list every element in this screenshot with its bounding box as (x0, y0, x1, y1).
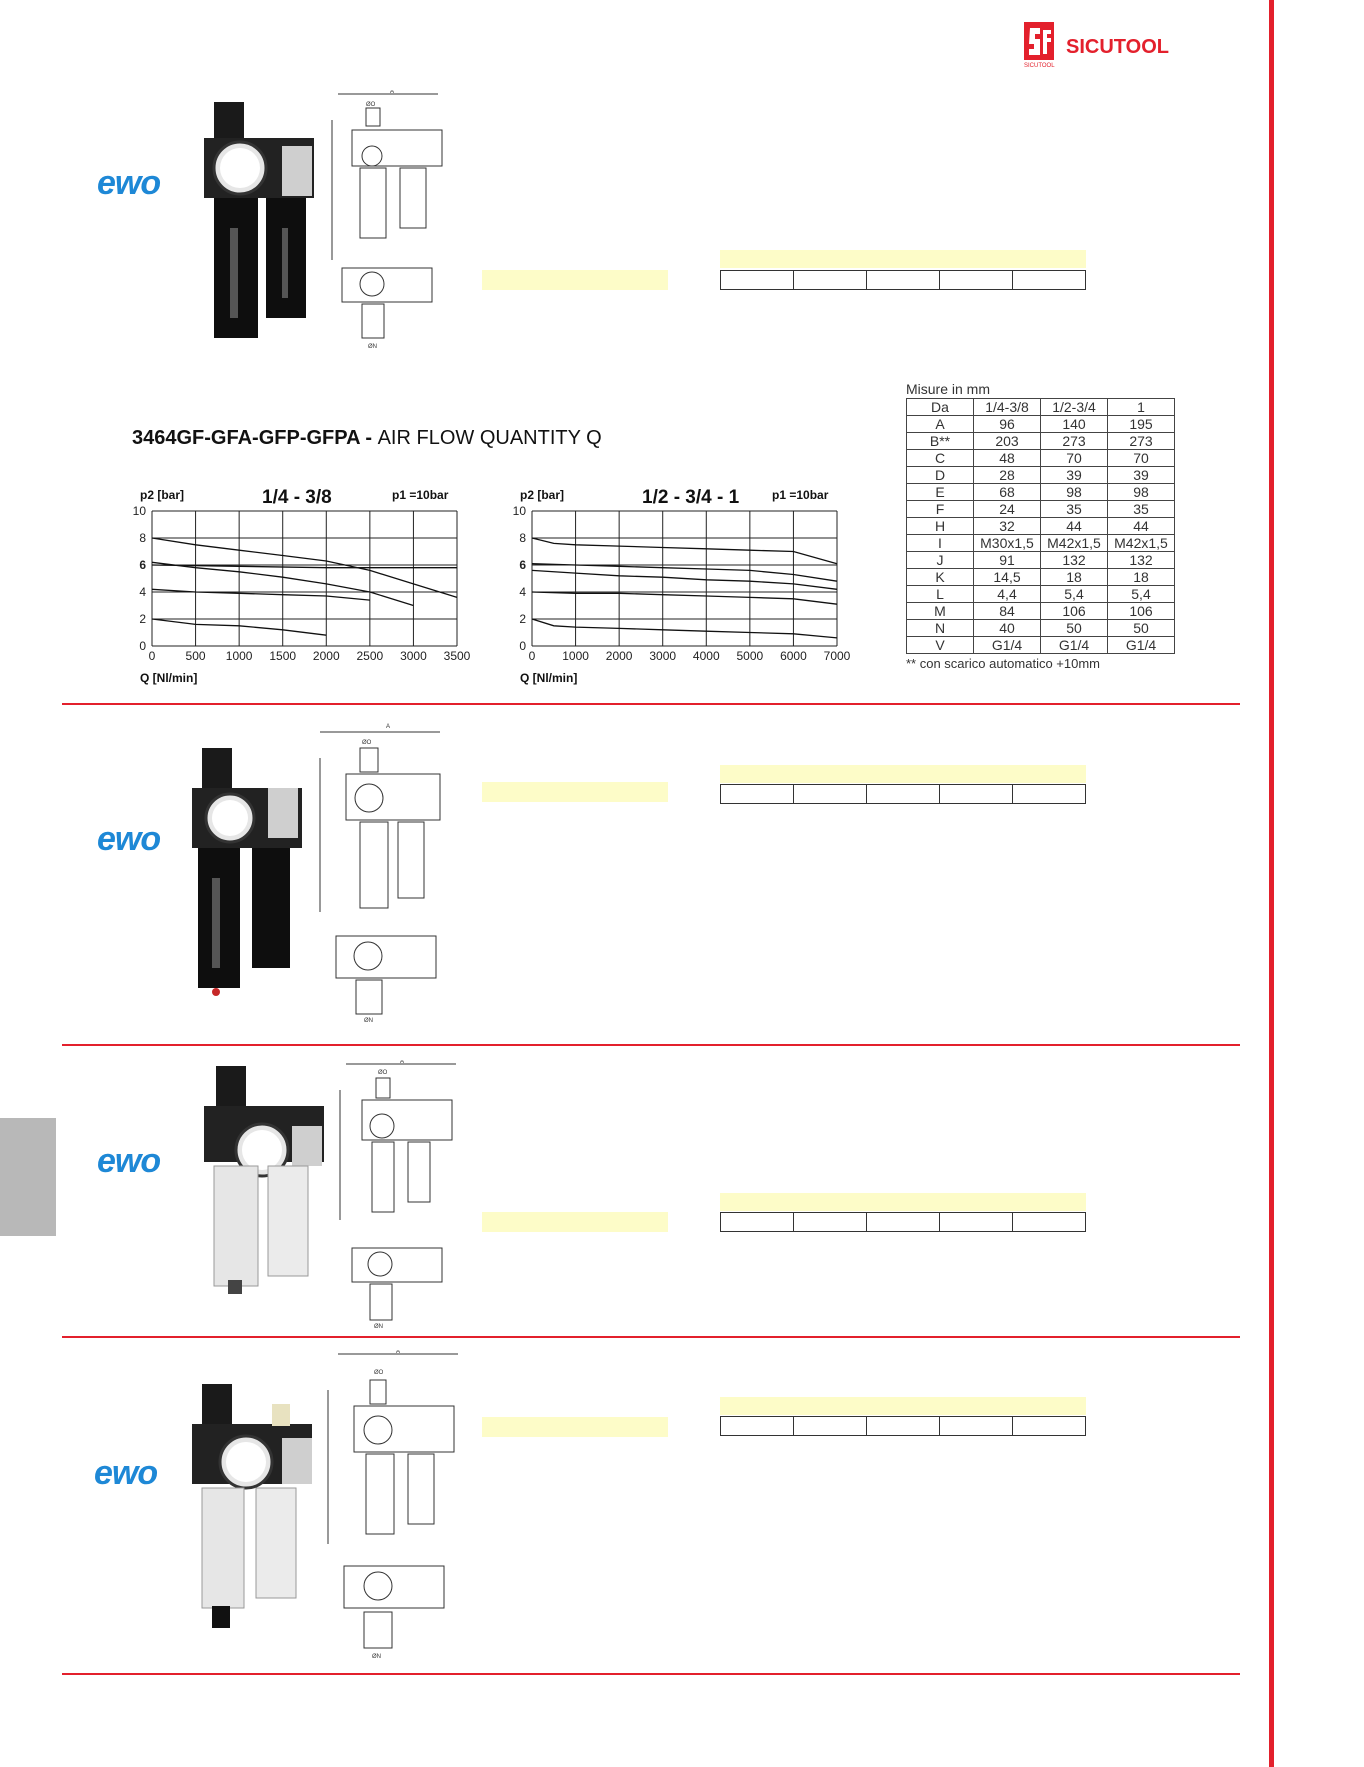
ewo-logo: ewo (97, 820, 161, 858)
dimensions-cell: 50 (1041, 620, 1108, 637)
table-header-bar (720, 250, 1086, 268)
product-photo (196, 98, 336, 348)
dimensions-cell: 91 (974, 552, 1041, 569)
x-tick-label: 2000 (312, 649, 340, 663)
dimensions-cell: 48 (974, 450, 1041, 467)
chart-heading: 3464GF-GFA-GFP-GFPA - AIR FLOW QUANTITY Q (132, 427, 602, 449)
svg-text:ØO: ØO (366, 102, 376, 108)
svg-text:ØN: ØN (374, 1324, 383, 1330)
dimensions-cell: V (907, 637, 974, 654)
dimensions-cell: 140 (1041, 416, 1108, 433)
series-line (152, 589, 370, 600)
x-tick-label: 3000 (400, 649, 427, 663)
dimensions-cell: G1/4 (1041, 637, 1108, 654)
dimensions-cell: M (907, 603, 974, 620)
pressure-note: p1 =10bar (772, 488, 829, 502)
dimensions-cell: M30x1,5 (974, 535, 1041, 552)
dimensions-row (907, 569, 1175, 586)
y-tick-label: 10 (132, 504, 146, 518)
dimensions-cell: I (907, 535, 974, 552)
dimensions-cell: 96 (974, 416, 1041, 433)
svg-text:ØN: ØN (372, 1654, 381, 1660)
dimensions-cell: 50 (1108, 620, 1175, 637)
section-tab (0, 1118, 56, 1236)
dimensions-cell: 28 (974, 467, 1041, 484)
x-tick-label: 0 (528, 649, 536, 663)
dimensions-cell: 40 (974, 620, 1041, 637)
dimensions-cell: 44 (1041, 518, 1108, 535)
dimensions-cell: 44 (1108, 518, 1175, 535)
dimensions-cell: 32 (974, 518, 1041, 535)
dimensions-row (907, 620, 1175, 637)
x-axis-label: Q [Nl/min] (140, 671, 198, 685)
ewo-logo: ewo (97, 1142, 161, 1180)
x-tick-label: 1000 (225, 649, 253, 663)
dimensions-row (907, 535, 1175, 552)
dimensions-cell: 5,4 (1108, 586, 1175, 603)
y-tick-label: 4 (139, 585, 146, 599)
y-tick-label: 6 (139, 558, 146, 572)
dimensions-cell: 273 (1041, 433, 1108, 450)
dimensions-row (907, 518, 1175, 535)
sicutool-logo (1024, 22, 1214, 68)
dimensions-cell: 70 (1108, 450, 1175, 467)
dimensions-footnote: ** con scarico automatico +10mm (906, 656, 1101, 671)
svg-text:ØO: ØO (362, 740, 372, 746)
series-line (532, 592, 837, 604)
dimensions-cell: 106 (1041, 603, 1108, 620)
dimensions-cell: 5,4 (1041, 586, 1108, 603)
section-divider (62, 1336, 1240, 1338)
dimensions-row (907, 552, 1175, 569)
x-tick-label: 2500 (356, 649, 384, 663)
dimensions-cell: 35 (1108, 501, 1175, 518)
dimensions-row (907, 586, 1175, 603)
dimensions-caption: Misure in mm (906, 381, 991, 397)
dimensions-cell: 68 (974, 484, 1041, 501)
x-tick-label: 7000 (823, 649, 851, 663)
dimensions-cell: M42x1,5 (1108, 535, 1175, 552)
dimensions-row (907, 637, 1175, 654)
x-tick-label: 6000 (780, 649, 807, 663)
highlight-bar (482, 782, 668, 802)
y-tick-label: 10 (512, 504, 526, 518)
series-line (532, 570, 837, 589)
dimensions-cell: 14,5 (974, 569, 1041, 586)
product-photo (196, 1066, 336, 1306)
technical-drawing (328, 90, 458, 358)
dimensions-cell: 35 (1041, 501, 1108, 518)
x-tick-label: 0 (148, 649, 156, 663)
dimensions-row (907, 450, 1175, 467)
product-photo (186, 748, 316, 998)
dimensions-cell: 39 (1041, 467, 1108, 484)
dimensions-cell: A (907, 416, 974, 433)
technical-drawing (324, 1350, 464, 1662)
technical-drawing (336, 1060, 466, 1330)
y-tick-label: 8 (519, 531, 526, 545)
dimensions-cell: H (907, 518, 974, 535)
x-tick-label: 2000 (605, 649, 633, 663)
table-header-bar (720, 1193, 1086, 1211)
x-tick-label: 3500 (443, 649, 471, 663)
chart-title: 1/4 - 3/8 (262, 487, 332, 508)
dimensions-row (907, 603, 1175, 620)
dimensions-cell: M42x1,5 (1041, 535, 1108, 552)
dimensions-cell: K (907, 569, 974, 586)
x-tick-label: 3000 (649, 649, 677, 663)
dimensions-cell: 18 (1041, 569, 1108, 586)
page-edge-line (1269, 0, 1274, 1767)
dimensions-row (907, 484, 1175, 501)
svg-text:SICUTOOL: SICUTOOL (1024, 63, 1055, 68)
dimensions-row (907, 467, 1175, 484)
x-tick-label: 1000 (562, 649, 589, 663)
dimensions-cell: 273 (1108, 433, 1175, 450)
y-axis-label: p2 [bar] (140, 488, 185, 502)
series-line (532, 538, 837, 564)
dimensions-cell: 195 (1108, 416, 1175, 433)
flow-chart-1 (120, 475, 490, 690)
svg-text:ØO: ØO (374, 1370, 384, 1376)
y-tick-label: 0 (139, 639, 146, 653)
dimensions-cell: 70 (1041, 450, 1108, 467)
pressure-note: p1 =10bar (392, 488, 449, 502)
x-tick-label: 5000 (736, 649, 764, 663)
dimensions-cell: J (907, 552, 974, 569)
empty-table (720, 270, 1086, 290)
dimensions-cell: B** (907, 433, 974, 450)
dimensions-cell: C (907, 450, 974, 467)
table-header-bar (720, 765, 1086, 783)
dimensions-cell: 4,4 (974, 586, 1041, 603)
ewo-logo: ewo (94, 1454, 158, 1492)
dimensions-cell: 203 (974, 433, 1041, 450)
x-tick-label: 500 (185, 649, 206, 663)
dimensions-cell: 84 (974, 603, 1041, 620)
x-axis-label: Q [Nl/min] (520, 671, 578, 685)
flow-chart-2 (500, 475, 870, 690)
empty-table (720, 784, 1086, 804)
dimensions-cell: L (907, 586, 974, 603)
dimensions-cell: 39 (1108, 467, 1175, 484)
highlight-bar (482, 270, 668, 290)
svg-text:A: A (390, 90, 395, 95)
dimensions-cell: E (907, 484, 974, 501)
y-tick-label: 2 (139, 612, 146, 626)
y-tick-label: 4 (519, 585, 526, 599)
highlight-bar (482, 1212, 668, 1232)
chart-title: 1/2 - 3/4 - 1 (642, 487, 740, 508)
dimensions-cell: G1/4 (974, 637, 1041, 654)
x-tick-label: 4000 (692, 649, 720, 663)
svg-text:ØN: ØN (368, 344, 377, 350)
section-divider (62, 1044, 1240, 1046)
svg-text:A: A (400, 1060, 405, 1065)
dimensions-cell: G1/4 (1108, 637, 1175, 654)
y-axis-label: p2 [bar] (520, 488, 565, 502)
dimensions-header: Da 1/4-3/8 1/2-3/4 1 (907, 399, 1175, 416)
svg-text:ØN: ØN (364, 1018, 373, 1024)
svg-text:ØO: ØO (378, 1070, 388, 1076)
ewo-logo: ewo (97, 164, 161, 202)
y-tick-label: 0 (519, 639, 526, 653)
dimensions-cell: 18 (1108, 569, 1175, 586)
dimensions-cell: 98 (1108, 484, 1175, 501)
dimensions-cell: D (907, 467, 974, 484)
dimensions-row (907, 433, 1175, 450)
svg-text:A: A (396, 1350, 401, 1355)
y-tick-label: 8 (139, 531, 146, 545)
empty-table (720, 1212, 1086, 1232)
y-tick-label: 2 (519, 612, 526, 626)
technical-drawing (316, 718, 456, 1028)
dimensions-table (906, 381, 1175, 671)
dimensions-cell: 132 (1041, 552, 1108, 569)
section-divider (62, 703, 1240, 705)
brand-name: SICUTOOL (1066, 36, 1169, 58)
y-tick-label: 6 (519, 558, 526, 572)
section-divider (62, 1673, 1240, 1675)
dimensions-cell: 98 (1041, 484, 1108, 501)
highlight-bar (482, 1417, 668, 1437)
dimensions-cell: 132 (1108, 552, 1175, 569)
table-header-bar (720, 1397, 1086, 1415)
dimensions-cell: F (907, 501, 974, 518)
dimensions-row (907, 416, 1175, 433)
dimensions-cell: N (907, 620, 974, 637)
dimensions-row (907, 501, 1175, 518)
dimensions-cell: 106 (1108, 603, 1175, 620)
x-tick-label: 1500 (269, 649, 297, 663)
dimensions-cell: 24 (974, 501, 1041, 518)
svg-text:A: A (386, 724, 391, 730)
series-line (532, 619, 837, 638)
empty-table (720, 1416, 1086, 1436)
product-photo (186, 1378, 326, 1640)
